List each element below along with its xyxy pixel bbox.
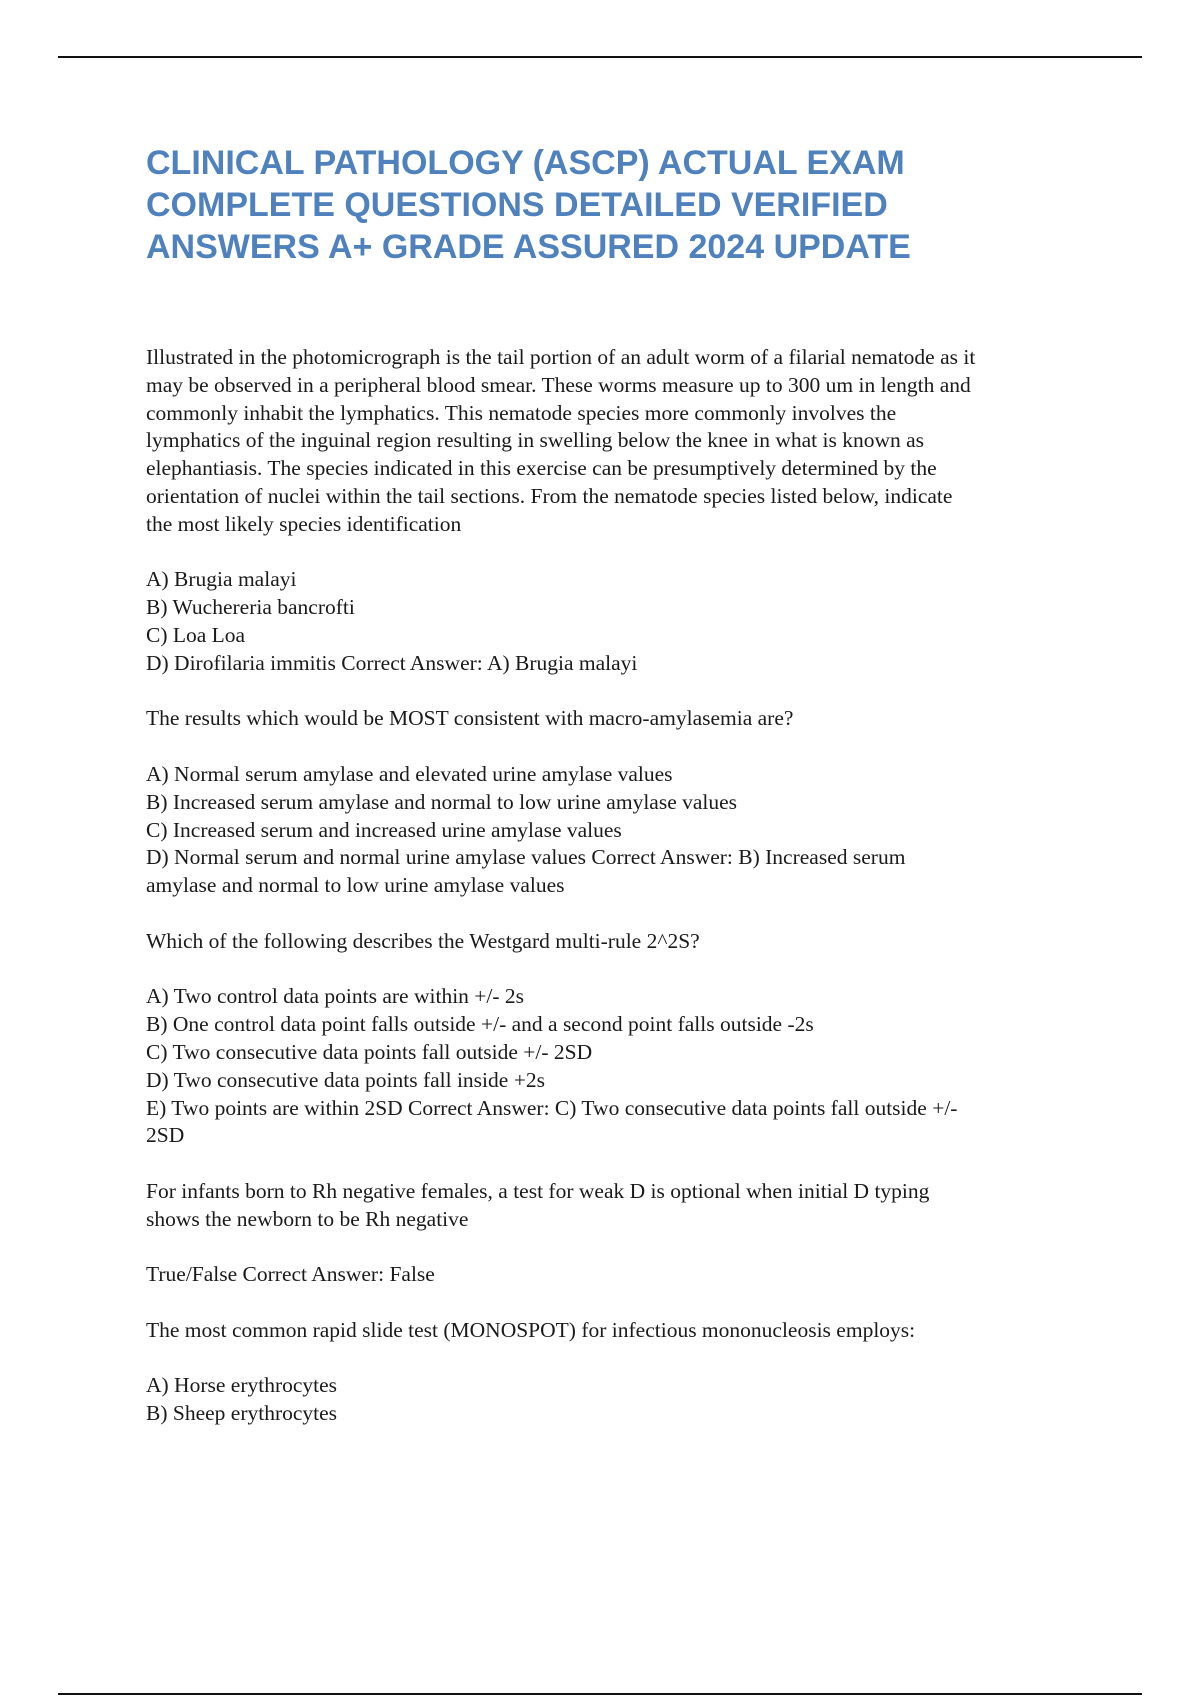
option-line: 2SD [146,1123,185,1148]
option-line: A) Two control data points are within +/- 2s [146,984,525,1009]
option-line: B) Increased serum amylase and normal to low urine amylase values [146,789,738,814]
option-line: A) Horse erythrocytes [146,1373,338,1398]
question-2-options [146,761,1091,900]
text-line: the most likely species identification [146,511,462,536]
title-line: CLINICAL PATHOLOGY (ASCP) ACTUAL EXAM [146,144,905,182]
option-line: C) Loa Loa [146,622,246,647]
question-2-text [146,705,1091,733]
option-line: D) Normal serum and normal urine amylase values Correct Answer: B) Increased serum [146,845,906,870]
title-line: ANSWERS A+ GRADE ASSURED 2024 UPDATE [146,228,911,266]
option-line: B) Wuchereria bancrofti [146,595,355,620]
text-line: The most common rapid slide test (MONOSPOT) for infectious mononucleosis employs: [146,1317,916,1342]
text-line: commonly inhabit the lymphatics. This nematode species more commonly involves the [146,400,897,425]
option-line: C) Increased serum and increased urine amylase values [146,817,622,842]
text-line: Illustrated in the photomicrograph is the tail portion of an adult worm of a filarial nematode as it [146,345,976,369]
option-line: A) Brugia malayi [146,567,297,592]
text-line: lymphatics of the inguinal region resulting in swelling below the knee in what is known as [146,428,925,453]
option-line: D) Dirofilaria immitis Correct Answer: A) Brugia malayi [146,650,638,675]
question-3-options [146,983,1091,1150]
option-line: C) Two consecutive data points fall outside +/- 2SD [146,1039,593,1064]
bottom-rule [58,1693,1142,1695]
top-rule [58,56,1142,58]
option-line: B) One control data point falls outside +/- and a second point falls outside -2s [146,1012,814,1037]
text-line: may be observed in a peripheral blood smear. These worms measure up to 300 um in length and [146,372,971,397]
title-line: COMPLETE QUESTIONS DETAILED VERIFIED [146,186,888,224]
text-line: elephantiasis. The species indicated in this exercise can be presumptively determined by the [146,456,937,481]
question-1-text [146,344,1091,539]
text-line: The results which would be MOST consistent with macro-amylasemia are? [146,706,794,731]
option-line: E) Two points are within 2SD Correct Answer: C) Two consecutive data points fall outside +/- [146,1095,958,1120]
option-line: A) Normal serum amylase and elevated urine amylase values [146,761,673,786]
question-4-answer [146,1261,1091,1289]
option-line: amylase and normal to low urine amylase values [146,873,565,898]
question-5-options [146,1372,1091,1428]
text-line: For infants born to Rh negative females, a test for weak D is optional when initial D typing [146,1178,930,1203]
question-4-text [146,1178,1091,1234]
document-body [146,344,1091,1456]
text-line: shows the newborn to be Rh negative [146,1206,469,1231]
option-line: B) Sheep erythrocytes [146,1401,338,1426]
question-1-options [146,566,1091,677]
text-line: Which of the following describes the Westgard multi-rule 2^2S? [146,928,700,953]
text-line: orientation of nuclei within the tail sections. From the nematode species listed below, indicate [146,483,953,508]
question-5-text [146,1317,1091,1345]
answer-line: True/False Correct Answer: False [146,1262,435,1287]
document-title [146,142,1086,268]
question-3-text [146,928,1091,956]
option-line: D) Two consecutive data points fall inside +2s [146,1067,545,1092]
